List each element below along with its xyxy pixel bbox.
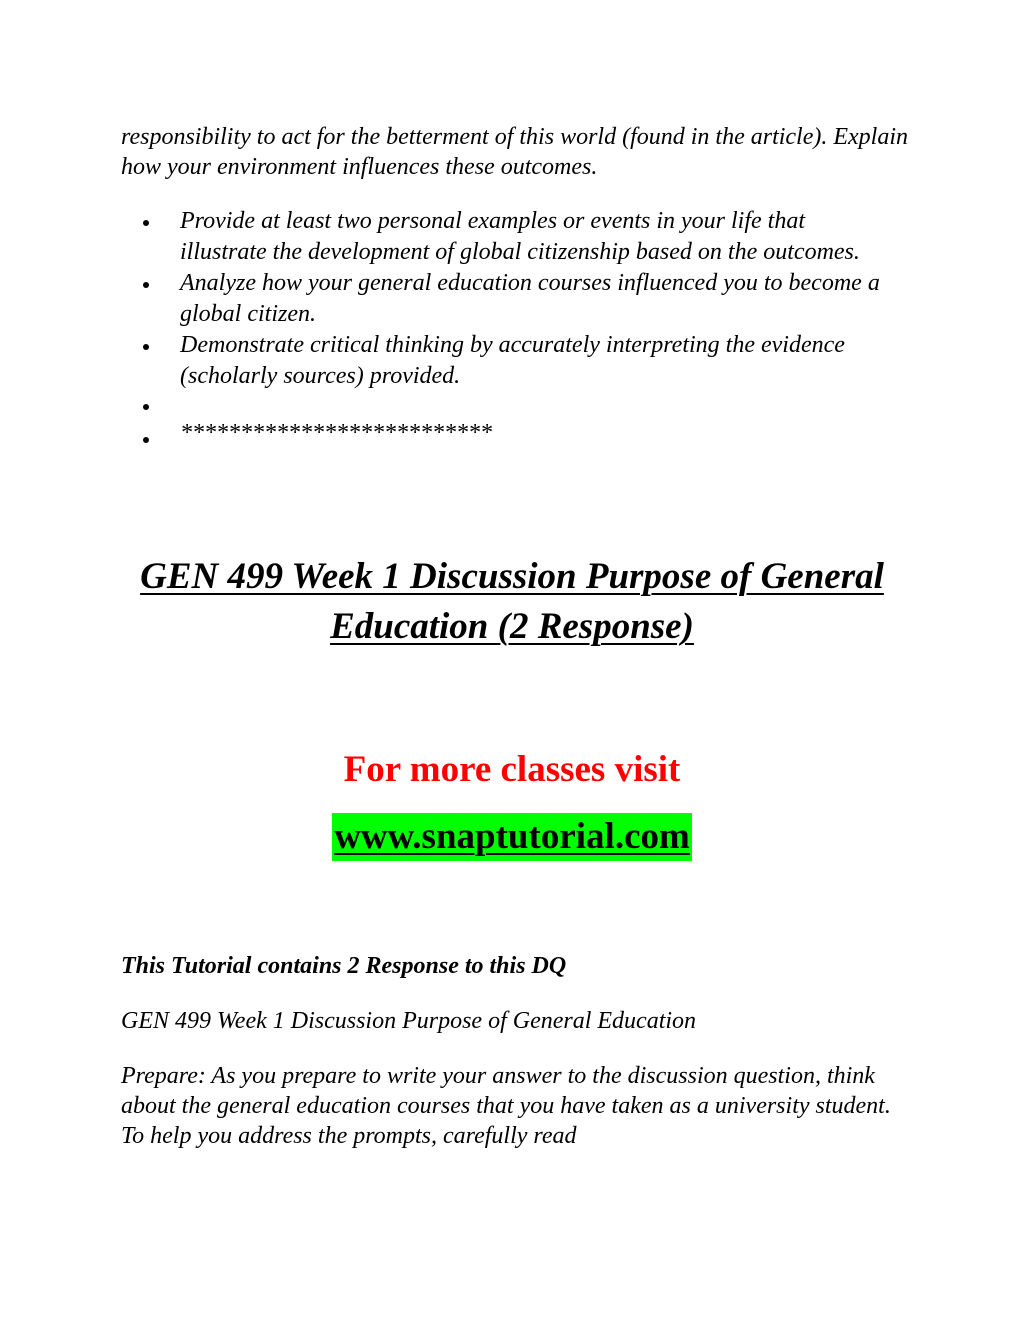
list-item-text: Analyze how your general education courses influenced you to become a global citizen. (180, 270, 880, 327)
bullet-icon (143, 344, 149, 350)
list-item (121, 268, 881, 330)
page-title: GEN 499 Week 1 Discussion Purpose of General Education (2 Response) (140, 556, 884, 647)
bullet-icon (143, 437, 149, 443)
bullet-icon (143, 220, 149, 226)
list-item (121, 330, 881, 392)
list-item-text: ************************** (180, 420, 492, 446)
promo-text: For more classes visit (343, 749, 681, 790)
list-item (121, 420, 881, 451)
intro-paragraph: responsibility to act for the betterment of this world (found in the article). Explain how your environment influences these outcomes. (121, 124, 909, 180)
prepare-paragraph: Prepare: As you prepare to write your answer to the discussion question, think about the general education courses that you have taken as a university student. To help you address the prompts, carefully read (121, 1063, 891, 1149)
website-banner (0, 813, 1024, 861)
list-item-text: Provide at least two personal examples or events in your life that illustrate the development of global citizenship based on the outcomes. (180, 208, 860, 265)
website-link[interactable]: www.snaptutorial.com (332, 813, 692, 861)
list-item (121, 206, 881, 268)
course-title: GEN 499 Week 1 Discussion Purpose of General Education (121, 1008, 697, 1034)
bullet-icon (143, 282, 149, 288)
list-item (121, 392, 881, 420)
bullet-icon (143, 404, 149, 410)
requirements-list (121, 206, 881, 451)
list-item-text: Demonstrate critical thinking by accurately interpreting the evidence (scholarly sources) provided. (180, 332, 845, 389)
tutorial-note: This Tutorial contains 2 Response to this DQ (121, 953, 567, 979)
